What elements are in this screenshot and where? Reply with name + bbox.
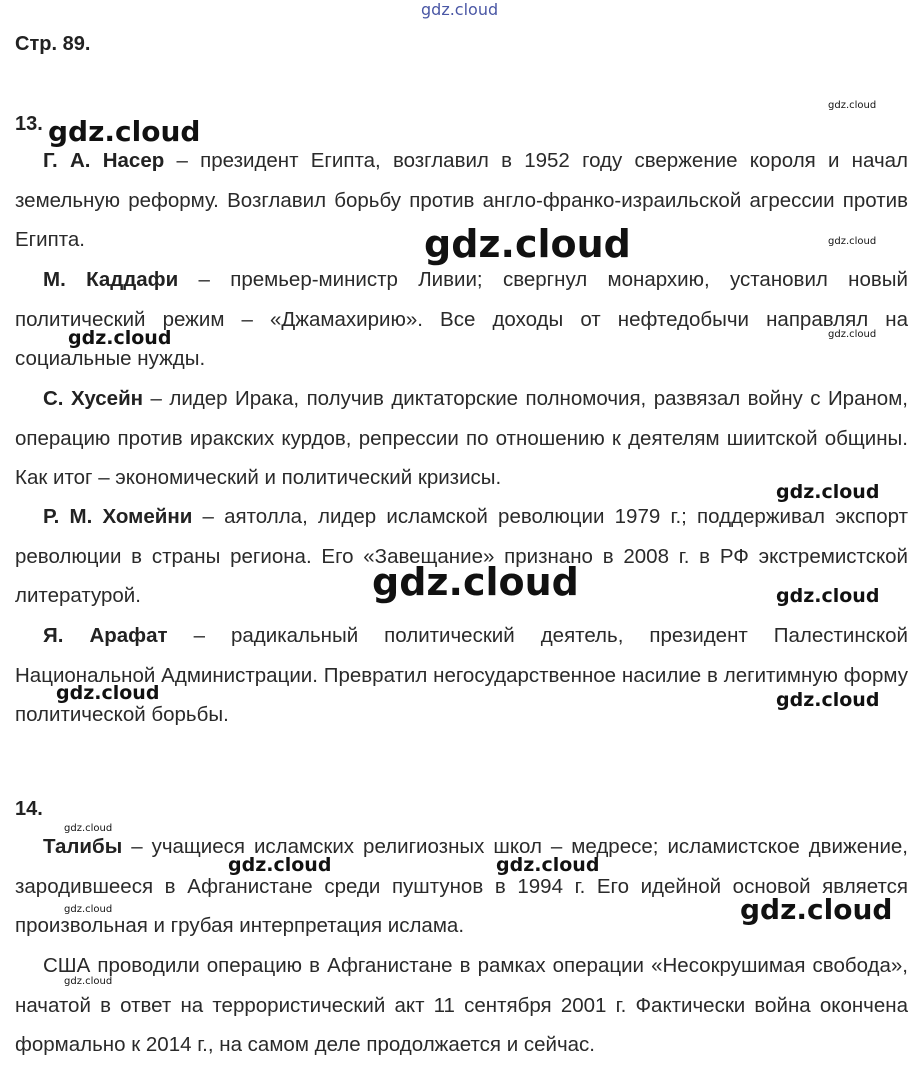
exercise-number-14: 14. — [15, 798, 43, 820]
watermark: gdz.cloud — [740, 893, 893, 926]
person-name: Р. М. Хомейни — [43, 505, 193, 528]
paragraph-husein — [15, 379, 908, 498]
paragraph-text: – учащиеся исламских религиозных школ – медресе; исламистское движение, зародившееся в Афганистане среди пуштунов в 1994 г. Его идейной основой является произвольная и грубая интерпретация ислама. — [15, 835, 908, 937]
watermark: gdz.cloud — [776, 481, 880, 503]
person-name: С. Хусейн — [43, 387, 144, 410]
watermark: gdz.cloud — [828, 329, 877, 340]
watermark: gdz.cloud — [68, 327, 172, 349]
watermark: gdz.cloud — [424, 222, 631, 266]
watermark: gdz.cloud — [776, 689, 880, 711]
paragraph-text: – президент Египта, возглавил в 1952 году свержение короля и начал земельную реформу. Возглавил борьбу против англо-франко-израильской агрессии против Египта. — [15, 149, 908, 251]
watermark: gdz.cloud — [48, 115, 201, 148]
term-name: Талибы — [43, 835, 123, 858]
person-name: Г. А. Насер — [43, 149, 165, 172]
paragraph-usa-operation — [15, 946, 908, 1065]
watermark: gdz.cloud — [421, 0, 499, 19]
watermark: gdz.cloud — [64, 823, 113, 834]
watermark: gdz.cloud — [372, 560, 579, 604]
watermark: gdz.cloud — [496, 854, 600, 876]
paragraph-text: – лидер Ирака, получив диктаторские полномочия, развязал войну с Ираном, операцию против иракских курдов, репрессии по отношению к деятелям шиитской общины. Как итог – экономический и политический кризисы. — [15, 387, 908, 489]
paragraph-text: – премьер-министр Ливии; свергнул монархию, установил новый политический режим – «Джамахирию». Все доходы от нефтедобычи направлял на социальные нужды. — [15, 268, 908, 370]
paragraph-text: – аятолла, лидер исламской революции 1979 г.; поддерживал экспорт революции в страны региона. Его «Завещание» признано в 2008 г. в РФ экстремистской литературой. — [15, 505, 908, 607]
page-label: Стр. 89. — [15, 33, 91, 55]
paragraph-taliby — [15, 827, 908, 946]
watermark: gdz.cloud — [64, 976, 113, 987]
watermark: gdz.cloud — [56, 682, 160, 704]
watermark: gdz.cloud — [828, 100, 877, 111]
person-name: Я. Арафат — [43, 624, 168, 647]
exercise-number-13: 13. — [15, 113, 43, 135]
watermark: gdz.cloud — [64, 904, 113, 915]
paragraph-text: – радикальный политический деятель, президент Палестинской Национальной Администрации. Превратил негосударственное насилие в легитимную форму политической борьбы. — [15, 624, 908, 726]
watermark: gdz.cloud — [228, 854, 332, 876]
watermark: gdz.cloud — [828, 236, 877, 247]
paragraph-arafat — [15, 616, 908, 735]
person-name: М. Каддафи — [43, 268, 179, 291]
watermark: gdz.cloud — [776, 585, 880, 607]
paragraph-text: США проводили операцию в Афганистане в рамках операции «Несокрушимая свобода», начатой в ответ на террористический акт 11 сентября 2001 г. Фактически война окончена формально к 2014 г., на самом деле продолжается и сейчас. — [15, 954, 908, 1056]
paragraph-kaddafi — [15, 260, 908, 379]
